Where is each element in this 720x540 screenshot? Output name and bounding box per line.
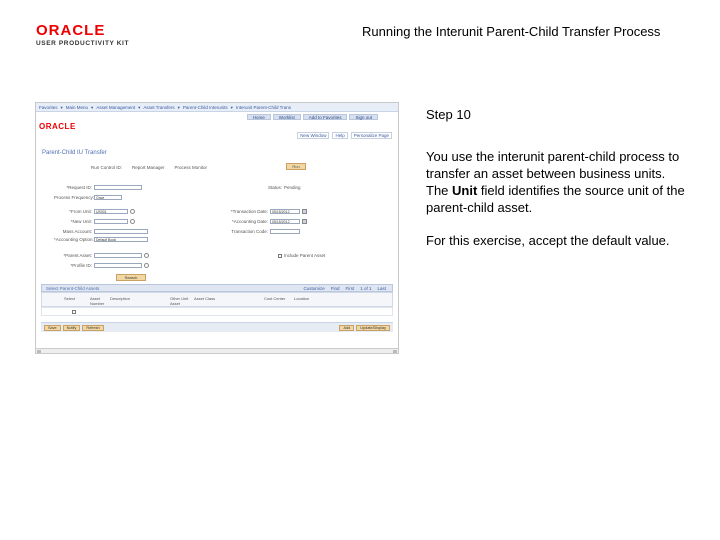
row-count: 1 of 1 [360, 286, 372, 291]
include-parent-checkbox[interactable] [278, 254, 282, 258]
bottom-toolbar [41, 322, 393, 332]
run-control-row [91, 165, 207, 170]
process-monitor-link[interactable]: Process Monitor [174, 165, 208, 170]
column-header: Other Unit Asset [170, 296, 189, 306]
mass-account-input[interactable] [94, 229, 148, 234]
status-value: Pending [284, 185, 301, 190]
breadcrumb-bar [36, 103, 398, 112]
sign-out-link[interactable]: Sign out [349, 114, 378, 120]
document-title: Running the Interunit Parent-Child Transfer Process [362, 24, 661, 39]
refresh-button[interactable]: Refresh [82, 325, 103, 331]
find-link[interactable]: Find [330, 286, 340, 291]
new-window-link[interactable]: New Window [297, 132, 329, 139]
header-links [247, 114, 378, 120]
app-logo: ORACLE [39, 122, 76, 131]
breadcrumb: Favorites ▾ Main Menu ▾ Asset Management ▾ Asset Transfers ▾ Parent-Child Interunits ▾ Interunit Parent-Child Trans [39, 105, 291, 110]
transaction-code-field: Transaction Code: [222, 229, 300, 234]
instruction-paragraph: You use the interunit parent-child process to transfer an asset between business units. The Unit field identifies the source unit of the parent-child asset. [426, 149, 685, 215]
accounting-option-select[interactable]: Default Book [94, 237, 148, 242]
page-utility-links [297, 132, 392, 139]
exercise-paragraph: For this exercise, accept the default value. [426, 233, 670, 248]
column-header: Location [294, 296, 310, 301]
logo-subtitle: USER PRODUCTIVITY KIT [36, 40, 130, 47]
profile-id-field: *Profile ID: [54, 263, 149, 268]
lookup-icon[interactable] [130, 209, 135, 214]
scroll-right-icon[interactable] [393, 350, 397, 354]
accounting-option-field: *Accounting Option: Default Book [54, 237, 148, 242]
from-unit-field: *From Unit: US001 [54, 209, 135, 214]
step-label: Step 10 [426, 107, 471, 122]
logo-word: ORACLE [36, 22, 106, 39]
application-screenshot [35, 102, 399, 354]
process-frequency-field: Process Frequency: Once [54, 195, 122, 200]
grid-navigation [303, 286, 386, 291]
process-frequency-select[interactable]: Once [94, 195, 122, 200]
calendar-icon[interactable] [302, 219, 307, 224]
breadcrumb-item[interactable]: Interunit Parent-Child Trans [235, 105, 291, 110]
run-button[interactable]: Run [286, 163, 306, 170]
breadcrumb-item[interactable]: Asset Transfers [143, 105, 175, 110]
help-link[interactable]: Help [332, 132, 347, 139]
last-link[interactable]: Last [377, 286, 386, 291]
breadcrumb-item[interactable]: Favorites [39, 105, 58, 110]
breadcrumb-item[interactable]: Main Menu [65, 105, 89, 110]
parent-asset-input[interactable] [94, 253, 142, 258]
lookup-icon[interactable] [130, 219, 135, 224]
customize-link[interactable]: Customize [303, 286, 325, 291]
profile-id-input[interactable] [94, 263, 142, 268]
lookup-icon[interactable] [144, 263, 149, 268]
grid-column-headers [41, 292, 393, 307]
lookup-icon[interactable] [144, 253, 149, 258]
column-header: Asset Number [90, 296, 105, 306]
home-link[interactable]: Home [247, 114, 271, 120]
select-checkbox[interactable] [72, 310, 76, 314]
search-button[interactable]: Search [116, 274, 146, 281]
grid-header [41, 284, 393, 292]
page-title: Parent-Child IU Transfer [42, 150, 107, 156]
new-unit-field: *New Unit: [54, 219, 135, 224]
unit-emphasis: Unit [452, 183, 478, 198]
column-header: Select [64, 296, 76, 301]
save-button[interactable]: Save [44, 325, 61, 331]
scroll-left-icon[interactable] [37, 350, 41, 354]
calendar-icon[interactable] [302, 209, 307, 214]
personalize-page-link[interactable]: Personalize Page [351, 132, 392, 139]
accounting-date-input[interactable]: 05/15/2012 [270, 219, 300, 224]
breadcrumb-item[interactable]: Parent-Child Interunits [182, 105, 228, 110]
request-id-input[interactable] [94, 185, 142, 190]
worklist-link[interactable]: Worklist [273, 114, 301, 120]
new-unit-input[interactable] [94, 219, 128, 224]
update-display-button[interactable]: Update/Display [356, 325, 390, 331]
accounting-date-field: *Accounting Date: 05/15/2012 [222, 219, 307, 224]
include-parent-field: Include Parent Asset [278, 253, 325, 258]
unit-input[interactable]: US001 [94, 209, 128, 214]
run-control-label: Run Control ID: [91, 165, 123, 170]
breadcrumb-item[interactable]: Asset Management [96, 105, 136, 110]
parent-asset-field: *Parent Asset: [54, 253, 149, 258]
column-header: Description [110, 296, 131, 301]
report-manager-link[interactable]: Report Manager [132, 165, 165, 170]
notify-button[interactable]: Notify [63, 325, 81, 331]
transaction-date-input[interactable]: 05/15/2012 [270, 209, 300, 214]
add-button[interactable]: Add [339, 325, 354, 331]
column-header: Cost Center [264, 296, 286, 301]
column-header: Asset Class [194, 296, 216, 301]
transaction-date-field: *Transaction Date: 05/15/2012 [222, 209, 307, 214]
mass-account-field: Mass Account: [54, 229, 148, 234]
add-favorites-link[interactable]: Add to Favorites [303, 114, 348, 120]
status-field: Status: Pending [267, 185, 301, 190]
table-row [41, 307, 393, 316]
transaction-code-input[interactable] [270, 229, 300, 234]
grid-title: Select Parent-Child Assets [46, 286, 100, 291]
first-link[interactable]: First [345, 286, 355, 291]
request-id-field: *Request ID: [54, 185, 142, 190]
oracle-upk-logo [36, 22, 131, 47]
horizontal-scrollbar[interactable] [36, 348, 398, 354]
